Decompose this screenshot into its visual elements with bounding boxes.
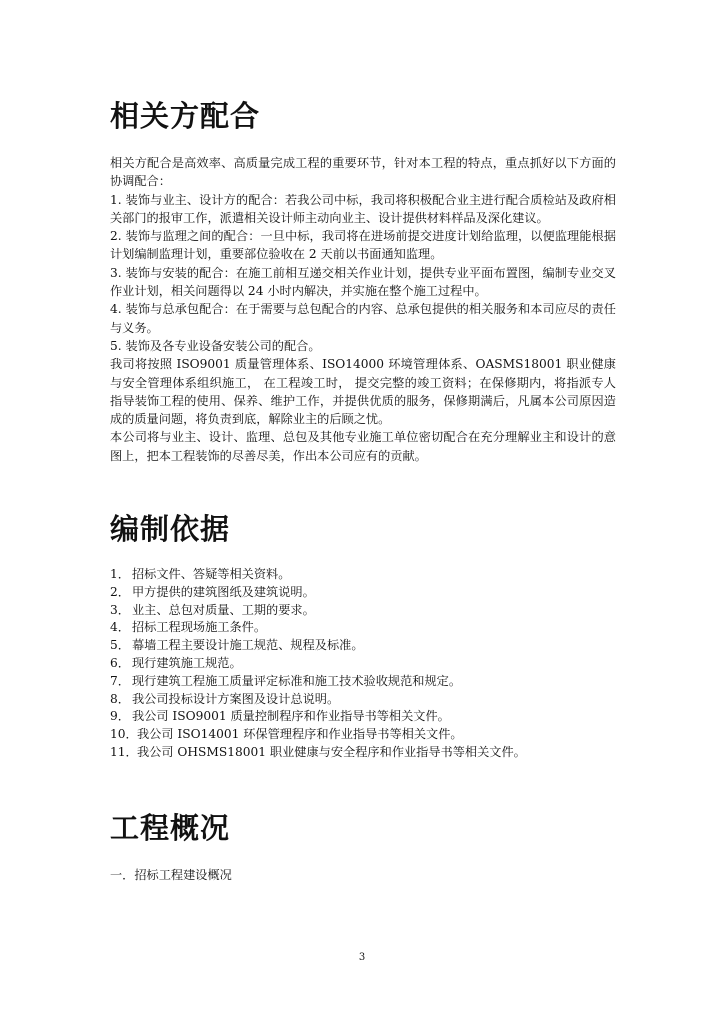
list-number: 6． [110, 655, 130, 670]
list-number: 7． [110, 673, 130, 688]
list-text: 我公司 ISO14001 环保管理程序和作业指导书等相关文件。 [137, 727, 463, 742]
list-item [110, 655, 616, 673]
list-item [110, 619, 616, 637]
list-number: 4． [110, 620, 130, 635]
list-number: 5． [110, 638, 130, 653]
list-number: 11． [110, 744, 138, 759]
paragraph: 5. 装饰及各专业设备安装公司的配合。 [110, 338, 321, 353]
list-item [110, 708, 616, 726]
list-text: 招标文件、答疑等相关资料。 [132, 567, 291, 581]
list-item [110, 637, 616, 655]
coordination-body [110, 154, 616, 465]
heading-coordination: 相关方配合 [110, 99, 261, 133]
list-text: 我公司投标设计方案图及设计总说明。 [132, 691, 340, 706]
list-text: 业主、总包对质量、工期的要求。 [132, 602, 315, 617]
list-number: 10． [110, 727, 138, 742]
list-item [110, 602, 616, 620]
list-text: 甲方提供的建筑图纸及建筑说明。 [132, 584, 315, 599]
subheading-bid-overview: 一．招标工程建设概况 [110, 868, 232, 882]
list-text: 我公司 OHSMS18001 职业健康与安全程序和作业指导书等相关文件。 [137, 744, 526, 759]
list-text: 我公司 ISO9001 质量控制程序和作业指导书等相关文件。 [132, 709, 450, 724]
paragraph: 本公司将与业主、设计、监理、总包及其他专业施工单位密切配合在充分理解业主和设计的意图上，把本工程装饰的尽善尽美，作出本公司应有的贡献。 [110, 430, 616, 463]
list-item [110, 673, 616, 691]
paragraph: 4. 装饰与总承包配合：在于需要与总包配合的内容、总承包提供的相关服务和本司应尽的责任与义务。 [110, 302, 616, 335]
list-number: 2． [110, 584, 130, 599]
basis-list [110, 566, 616, 762]
paragraph: 3. 装饰与安装的配合：在施工前相互递交相关作业计划，提供专业平面布置图，编制专业交叉作业计划，相关问题得以 24 小时内解决，并实施在整个施工过程中。 [110, 265, 616, 299]
list-text: 招标工程现场施工条件。 [132, 620, 267, 635]
list-item [110, 691, 616, 709]
list-text: 幕墙工程主要设计施工规范、规程及标准。 [132, 638, 364, 653]
list-text: 现行建筑施工规范。 [132, 655, 242, 670]
page-number: 3 [358, 952, 366, 963]
list-number: 3． [110, 602, 130, 617]
list-item [110, 726, 616, 744]
heading-overview: 工程概况 [110, 811, 231, 845]
list-number: 8． [110, 691, 130, 706]
list-item [110, 566, 616, 584]
list-item [110, 584, 616, 602]
paragraph: 1. 装饰与业主、设计方的配合：若我公司中标，我司将积极配合业主进行配合质检站及政府相关部门的报审工作，派遣相关设计师主动向业主、设计提供材料样品及深化建议。 [110, 192, 616, 225]
list-number: 1． [110, 567, 130, 581]
list-text: 现行建筑工程施工质量评定标准和施工技术验收规范和规定。 [132, 673, 462, 688]
paragraph: 2. 装饰与监理之间的配合：一旦中标，我司将在进场前提交进度计划给监理，以便监理能根据计划编制监理计划，重要部位验收在 2 天前以书面通知监理。 [110, 229, 616, 262]
list-number: 9． [110, 709, 130, 724]
paragraph: 我司将按照 ISO9001 质量管理体系、ISO14000 环境管理体系、OASMS18001 职业健康与安全管理体系组织施工， 在工程竣工时， 提交完整的竣工资料；在保修期内，将指派专人指导装饰工程的使用、保养、维护工作，并提供优质的服务，保修期满后，凡属本公司原因造成的质量问题，将负责到底，解除业主的后顾之忧。 [110, 357, 616, 427]
list-item [110, 744, 616, 762]
paragraph: 相关方配合是高效率、高质量完成工程的重要环节，针对本工程的特点，重点抓好以下方面的协调配合： [110, 156, 616, 189]
heading-basis: 编制依据 [110, 512, 231, 546]
